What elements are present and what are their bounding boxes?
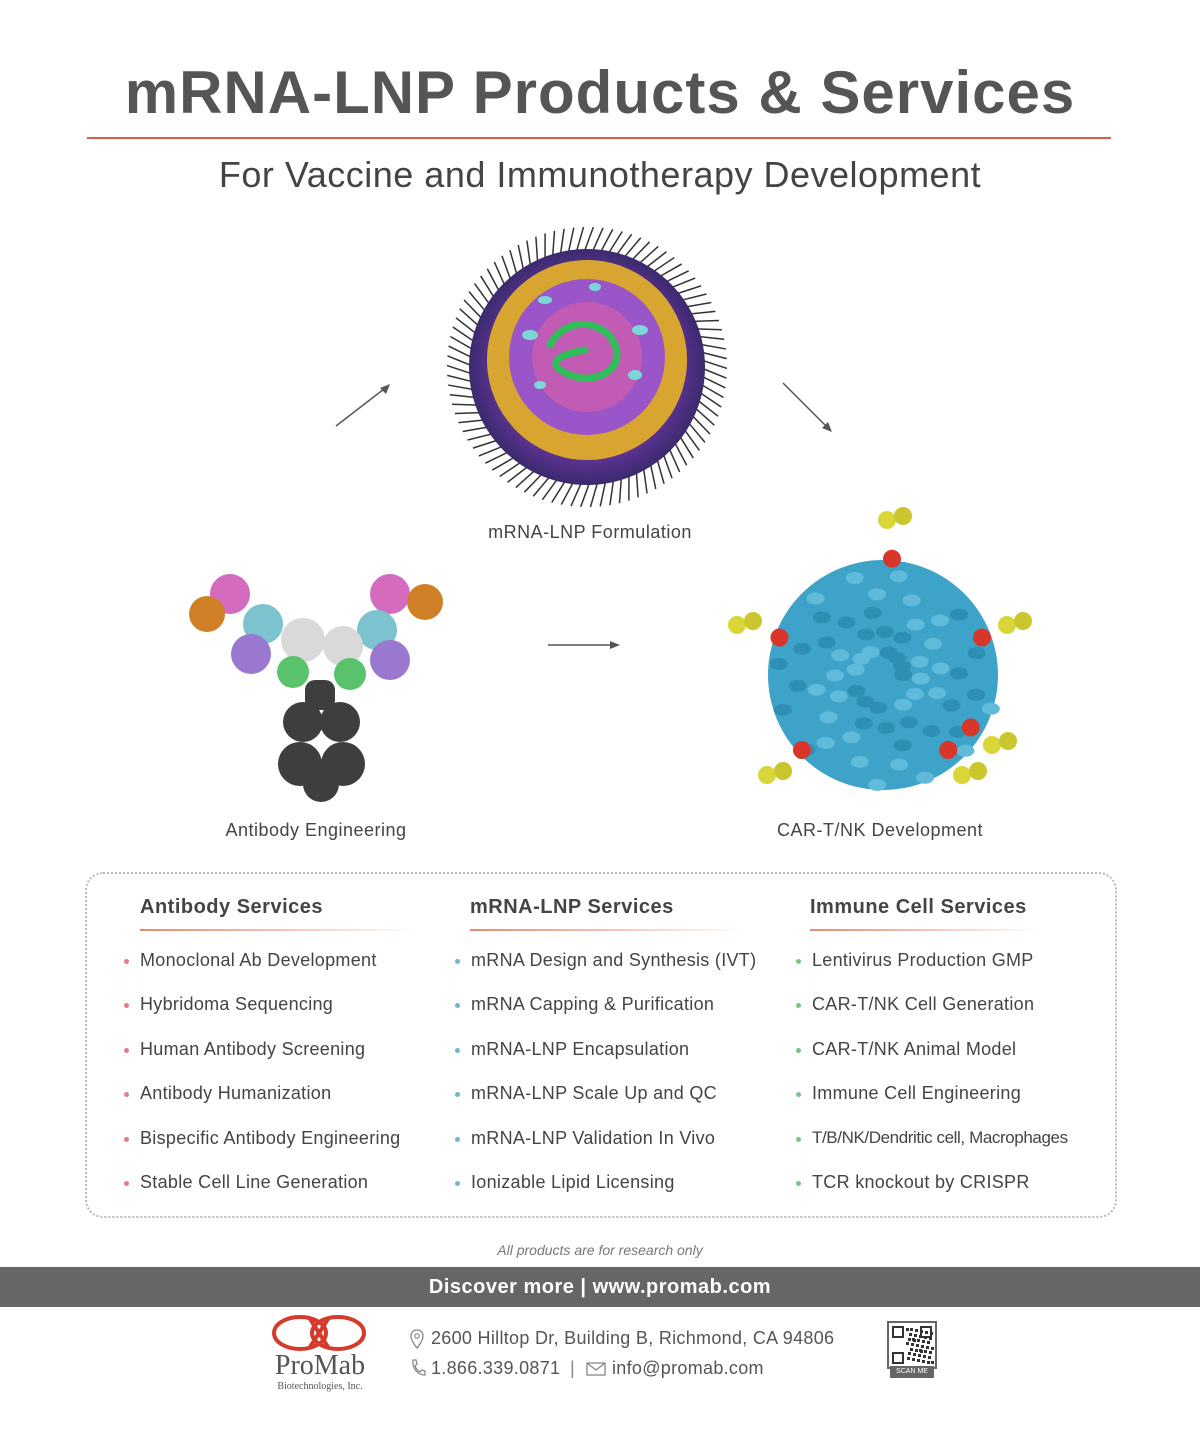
- antibody-services-column: [140, 896, 323, 927]
- mrna-services-rule: [470, 929, 750, 931]
- immune-services-title: Immune Cell Services: [810, 896, 1027, 918]
- list-item: Bispecific Antibody Engineering: [140, 1128, 400, 1149]
- discover-more-banner[interactable]: Discover more | www.promab.com: [0, 1267, 1200, 1307]
- bullet-icon: [455, 1048, 460, 1053]
- car-receptor: [758, 741, 811, 784]
- immune-services-rule: [810, 929, 1040, 931]
- contact-separator: |: [570, 1358, 575, 1378]
- list-item: Monoclonal Ab Development: [140, 950, 377, 971]
- mail-icon: [586, 1362, 606, 1376]
- antibody-left-arm: [189, 574, 325, 688]
- antibody-right-arm: [323, 574, 443, 690]
- list-item: Human Antibody Screening: [140, 1039, 365, 1060]
- list-item: mRNA Capping & Purification: [471, 994, 714, 1015]
- bullet-icon: [796, 1092, 801, 1097]
- antibody-label: Antibody Engineering: [225, 820, 407, 840]
- bullet-icon: [796, 959, 801, 964]
- list-item: Stable Cell Line Generation: [140, 1172, 368, 1193]
- research-only-note: All products are for research only: [497, 1242, 703, 1258]
- antibody-illustration: [185, 572, 455, 804]
- bullet-icon: [124, 1137, 129, 1142]
- list-item: CAR-T/NK Cell Generation: [812, 994, 1034, 1015]
- antibody-services-title: Antibody Services: [140, 896, 324, 918]
- antibody-services-rule: [140, 929, 420, 931]
- bullet-icon: [124, 1181, 129, 1186]
- email-link[interactable]: info@promab.com: [612, 1358, 764, 1378]
- lnp-illustration: [445, 225, 730, 510]
- qr-code-icon[interactable]: [888, 1322, 936, 1368]
- car-receptor: [878, 507, 912, 568]
- antibody-fc-region: [278, 680, 365, 802]
- page-subtitle: For Vaccine and Immunotherapy Development: [218, 154, 982, 195]
- list-item: Antibody Humanization: [140, 1083, 331, 1104]
- car-receptor: [728, 612, 789, 647]
- lnp-core: [532, 302, 642, 412]
- bullet-icon: [796, 1003, 801, 1008]
- bullet-icon: [124, 1092, 129, 1097]
- logo-wordmark: ProMab: [274, 1350, 366, 1381]
- lnp-label: mRNA-LNP Formulation: [488, 522, 692, 542]
- bullet-icon: [455, 959, 460, 964]
- bullet-icon: [124, 1003, 129, 1008]
- list-item: Hybridoma Sequencing: [140, 994, 333, 1015]
- list-item: Ionizable Lipid Licensing: [471, 1172, 675, 1193]
- arrow-up-right: [332, 380, 394, 430]
- cart-label: CAR-T/NK Development: [776, 820, 984, 840]
- mrna-services-title: mRNA-LNP Services: [470, 896, 674, 918]
- bullet-icon: [796, 1181, 801, 1186]
- list-item: mRNA-LNP Scale Up and QC: [471, 1083, 717, 1104]
- logo-subtitle: Biotechnologies, Inc.: [277, 1381, 363, 1392]
- address-text: 2600 Hilltop Dr, Building B, Richmond, CA 94806: [431, 1328, 835, 1348]
- arrow-right: [548, 638, 622, 652]
- qr-caption: SCAN ME: [890, 1366, 934, 1378]
- location-pin-icon: [410, 1329, 424, 1349]
- list-item: mRNA-LNP Encapsulation: [471, 1039, 689, 1060]
- immune-services-column: [810, 896, 1027, 927]
- page-title: mRNA-LNP Products & Services: [124, 59, 1076, 126]
- bullet-icon: [124, 1048, 129, 1053]
- cart-cell-illustration: [715, 495, 1050, 805]
- bullet-icon: [796, 1137, 801, 1142]
- mrna-services-column: [470, 896, 674, 927]
- list-item: TCR knockout by CRISPR: [812, 1172, 1030, 1193]
- list-item: mRNA-LNP Validation In Vivo: [471, 1128, 715, 1149]
- bullet-icon: [455, 1092, 460, 1097]
- list-item: Immune Cell Engineering: [812, 1083, 1021, 1104]
- list-item: mRNA Design and Synthesis (IVT): [471, 950, 756, 971]
- phone-icon: [410, 1358, 426, 1378]
- list-item: CAR-T/NK Animal Model: [812, 1039, 1016, 1060]
- bullet-icon: [455, 1181, 460, 1186]
- promab-logo-icon: [270, 1313, 368, 1353]
- title-divider: [87, 137, 1111, 139]
- bullet-icon: [796, 1048, 801, 1053]
- arrow-down-right: [780, 380, 836, 436]
- phone-text[interactable]: 1.866.339.0871: [431, 1358, 561, 1378]
- bullet-icon: [455, 1137, 460, 1142]
- bullet-icon: [455, 1003, 460, 1008]
- list-item: T/B/NK/Dendritic cell, Macrophages: [812, 1128, 1068, 1148]
- list-item: Lentivirus Production GMP: [812, 950, 1034, 971]
- bullet-icon: [124, 959, 129, 964]
